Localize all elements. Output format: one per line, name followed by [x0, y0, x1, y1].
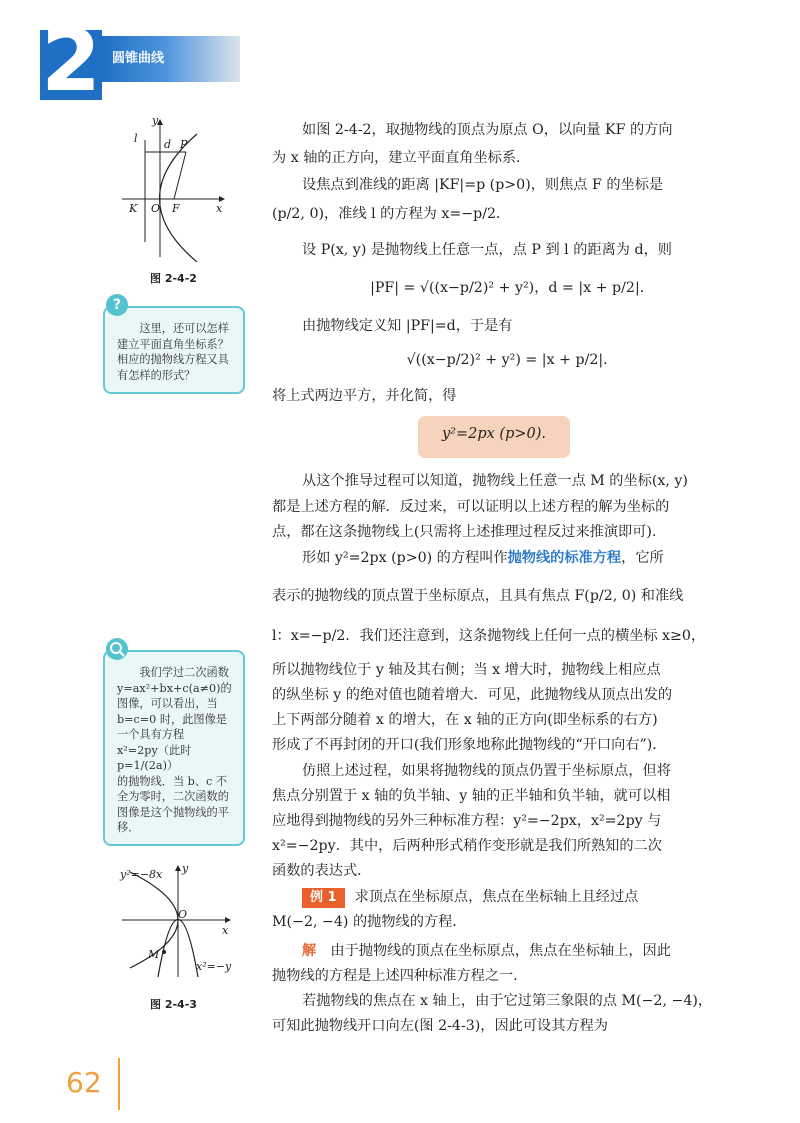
note-insight-text: 我们学过二次函数 y=ax²+bx+c(a≠0)的图像，可以看出，当 b=c=0 时，此图像是一个具有方程 x²=2py（此时 p=1/(2a)） 的抛物线．当 b、c 不全为零时，二次函数的图像是这个抛物线的平移． [117, 666, 232, 834]
label-eq2: x²=−y [196, 960, 232, 973]
note-question-text: 这里，还可以怎样建立平面直角坐标系？相应的抛物线方程又具有怎样的形式？ [117, 322, 229, 382]
para7-line6: 上下两部分随着 x 的增大，在 x 轴的正方向(即坐标系的右方) [272, 712, 658, 728]
question-icon: ? [106, 294, 128, 316]
label-k: K [129, 202, 138, 215]
para7-line4: 所以抛物线位于 y 轴及其右侧；当 x 增大时，抛物线上相应点 [272, 662, 661, 678]
para8-line2: 焦点分别置于 x 轴的负半轴、y 轴的正半轴和负半轴，就可以相 [272, 788, 671, 804]
page-number: 62 [66, 1066, 102, 1099]
para7-line1-start: 形如 y²=2px (p>0) 的方程叫作 [302, 550, 508, 566]
pf-segment [174, 152, 186, 199]
example-badge: 例 1 [302, 888, 345, 908]
para1-line1: 如图 2-4-2，取抛物线的顶点为原点 O，以向量 KF 的方向 [302, 122, 673, 138]
para8-line1: 仿照上述过程，如果将抛物线的顶点仍置于坐标原点，但将 [302, 763, 671, 779]
solution-line1-text: 由于抛物线的顶点在坐标原点，焦点在坐标轴上，因此 [330, 943, 671, 959]
para3-line1: 设 P(x, y) 是抛物线上任意一点，点 P 到 l 的距离为 d，则 [302, 242, 672, 258]
parabola-curve [160, 134, 198, 262]
magnifier-glyph [106, 638, 128, 660]
figure-caption-2-4-3: 图 2-4-3 [150, 998, 197, 1011]
label-l: l [134, 132, 138, 145]
para6-line1: 从这个推导过程可以知道，抛物线上任意一点 M 的坐标(x, y) [302, 473, 688, 489]
solution-line2: 抛物线的方程是上述四种标准方程之一． [272, 968, 528, 984]
standard-equation-term: 抛物线的标准方程 [507, 550, 622, 566]
para1-line2: 为 x 轴的正方向，建立平面直角坐标系． [272, 150, 531, 166]
label-y: y [182, 862, 189, 875]
example-line1 [302, 887, 638, 908]
figure-caption-2-4-2: 图 2-4-2 [150, 272, 197, 285]
para8-line4: x²=−2py．其中，后两种形式稍作变形就是我们所熟知的二次 [272, 838, 662, 854]
para2-line2: (p/2, 0)，准线 l 的方程为 x=−p/2． [272, 206, 511, 222]
para8-line3: 应地得到抛物线的另外三种标准方程：y²=−2px，x²=2py 与 [272, 813, 662, 829]
equation-definition: √((x−p/2)² + y²) = |x + p/2|． [406, 352, 618, 368]
para5-line1: 将上式两边平方，并化简，得 [272, 388, 457, 404]
para7-line1-end: ，它所 [621, 550, 664, 566]
label-f: F [172, 202, 180, 215]
standard-equation: y²=2px (p>0). [441, 426, 547, 442]
label-x: x [222, 924, 229, 937]
para4-line1: 由抛物线定义知 |PF|=d，于是有 [302, 318, 513, 334]
label-m: M [148, 948, 160, 961]
search-icon [106, 638, 128, 660]
label-d: d [164, 138, 172, 151]
label-y: y [152, 114, 159, 127]
para8-line5: 函数的表达式． [272, 863, 372, 879]
side-note-insight [103, 650, 245, 846]
label-o: O [151, 202, 161, 215]
para2-line1: 设焦点到准线的距离 |KF|=p (p>0)，则焦点 F 的坐标是 [302, 177, 664, 193]
example-line1-text: 求顶点在坐标原点，焦点在坐标轴上且经过点 [354, 889, 639, 905]
label-x: x [216, 202, 223, 215]
para7-line1 [302, 548, 664, 568]
para6-line2: 都是上述方程的解．反过来，可以证明以上述方程的解为坐标的 [272, 499, 670, 515]
solution-line3: 若抛物线的焦点在 x 轴上，由于它过第三象限的点 M(−2, −4)， [302, 993, 713, 1009]
solution-line4: 可知此抛物线开口向左(图 2-4-3)，因此可设其方程为 [272, 1018, 608, 1034]
figure-2-4-3 [112, 862, 242, 982]
solution-label: 解 [302, 943, 317, 959]
para7-line5: 的纵坐标 y 的绝对值也随着增大．可见，此抛物线从顶点出发的 [272, 687, 673, 703]
para7-line2: 表示的抛物线的顶点置于坐标原点，且具有焦点 F(p/2, 0) 和准线 [272, 588, 684, 604]
label-eq1: y²=−8x [120, 868, 163, 881]
para7-line3: l：x=−p/2．我们还注意到，这条抛物线上任何一点的横坐标 x≥0， [272, 628, 706, 644]
side-note-question [103, 306, 245, 394]
label-p: P [180, 138, 188, 151]
chapter-number: 2 [41, 11, 101, 111]
chapter-title: 圆锥曲线 [112, 51, 165, 66]
example-line2: M(−2, −4) 的抛物线的方程． [272, 914, 467, 930]
figure-2-4-2 [112, 112, 242, 262]
equation-pf-d: |PF| = √((x−p/2)² + y²)，d = |x + p/2|． [370, 280, 654, 296]
page-number-divider [118, 1058, 120, 1110]
para7-line7: 形成了不再封闭的开口(我们形象地称此抛物线的“开口向右”)． [272, 737, 667, 753]
solution-line1 [302, 941, 671, 961]
label-o: O [178, 908, 188, 921]
para6-line3: 点，都在这条抛物线上(只需将上述推理过程反过来推演即可)． [272, 524, 667, 540]
point-m [162, 950, 166, 954]
